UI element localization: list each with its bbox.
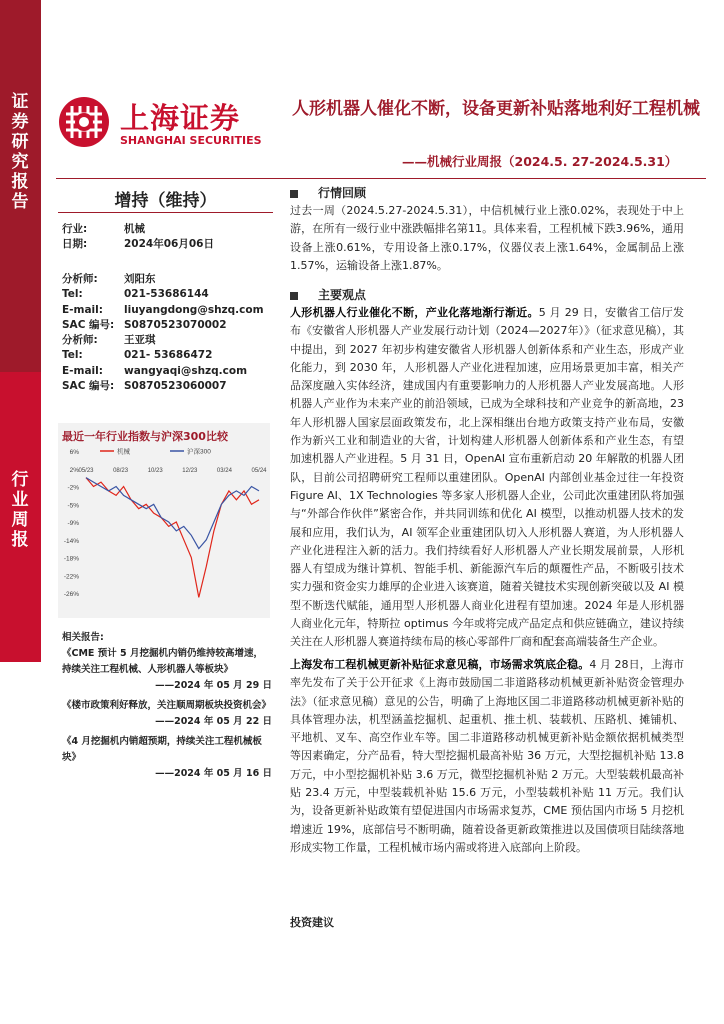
analyst-row: 分析师: 刘阳东 [62, 273, 156, 285]
related-item[interactable]: 《楼市政策利好释放，关注顺周期板块投资机会》 [62, 700, 272, 711]
robot-paragraph-body: 5 月 29 日，安徽省工信厅发布《安徽省人形机器人产业发展行动计划（2024—2027年）》（征求意见稿），其中提出，到 2027 年初步构建安徽省人形机器人创新体系和产业生态，形成产业化能力，到 2030 年，人形机器人产业化进程加速，应用场景更加丰富，相关产品深度融入实体经济，建成国内有重要影响力的人形机器人产业发展高地。人形机器人产业作为未来产业的前沿领域，已成为全球科技和产业竞争的新高地，23年人形机器人国家层面政策发布，北上深相继出台地方政策支持产业布局，安徽作为新兴工业和制造业的大省，计划构建人形机器人创新体系和产业生态，有望加速机器人产业进程。5 月 31 日，OpenAI 宣布重新启动 20 年解散的机器人团队，目前公司招聘研究工程师以重建团队。OpenAI 内部创业基金过往一年投资 Figure AI、1X Technologies 等多家人形机器人企业，公司此次重建团队将加强与“外部合作伙伴”紧密合作，并共同训练和优化 AI 模型，以推动机器人技术的发展和应用，我们认为，AI 领军企业重建团队切入人形机器人赛道，为人形机器人产业化进程注入新的活力。我们持续看好人形机器人产业长期发展前景，人形机器人有望成为继计算机、智能手机、新能源汽车后的颠覆性产品，不断吸引技术实力强和资金实力雄厚的企业进入该赛道，随着关键技术实现创新突破以及 AI 模型不断迭代赋能，通用型人形机器人商业化进程有望加速。2024 年是人形机器人商业化元年，特斯拉 optimus 今年或将完成产品定点和供应链确立，建议持续关注在人形机器人赛道持续布局的核心零部件厂商和配套高端装备生产企业。 [290, 306, 684, 649]
analyst-row: Tel: 021-53686144 [62, 288, 209, 301]
related-item[interactable]: 《CME 预计 5 月挖掘机内销仍维持较高增速，持续关注工程机械、人形机器人等板块》 [62, 648, 263, 675]
related-date: ——2024 年 05 月 29 日 [155, 680, 272, 691]
chart-title: 最近一年行业指数与沪深300比较 [62, 430, 228, 443]
logo-name-en: SHANGHAI SECURITIES [120, 134, 262, 147]
company-logo [58, 96, 262, 152]
y-tick-label: -2% [67, 484, 79, 492]
bullet-square-icon [290, 190, 298, 198]
analyst-row: SAC 编号: S0870523060007 [62, 380, 227, 393]
legend-label: 沪深300 [187, 448, 211, 456]
rating-divider [58, 212, 273, 213]
related-date: ——2024 年 05 月 16 日 [155, 768, 272, 779]
info-row: 行业: 机械 [62, 223, 145, 235]
logo-name-cn: 上海证券 [120, 101, 241, 135]
analyst-row: E-mail: liuyangdong@shzq.com [62, 303, 264, 316]
analyst-row: 分析师: 王亚琪 [62, 334, 156, 347]
x-tick-label: 05/24 [251, 467, 267, 474]
left-sidebar [0, 0, 41, 1024]
y-tick-label: -22% [63, 573, 79, 581]
info-row: 日期: 2024年06月06日 [62, 238, 214, 250]
y-tick-label: -5% [67, 502, 79, 510]
robot-paragraph-lead: 人形机器人行业催化不断，产业化落地渐行渐近。 [290, 306, 539, 319]
y-tick-label: -9% [67, 520, 79, 527]
y-tick-label: -14% [63, 537, 79, 545]
related-reports [62, 630, 272, 786]
related-label: 相关报告: [62, 632, 104, 643]
machinery-paragraph-body: 4 月 28日，上海市率先发布了关于公开征求《上海市鼓励国二非道路移动机械更新补贴资金管理办法》（征求意见稿）意见的公告，明确了上海地区国二非道路移动机械更新补贴的具体管理办法，机型涵盖挖掘机、起重机、推土机、装载机、压路机、摊铺机、平地机、叉车、高空作业车等。国二非道路移动机械更新补贴金额依据机械类型等因素确定，分产品看，特大型挖掘机最高补贴 36 万元，大型挖掘机补贴 13.8 万元，中小型挖掘机补贴 3.6 万元，微型挖掘机补贴 2 万元。大型装载机最高补贴 23.4 万元，中型装载机补贴 15.6 万元，小型装载机补贴 11 万元。我们认为，设备更新补贴政策有望促进国内市场需求复苏，CME 预估国内市场 5 月挖机增速近 19%，底部信号不断明确，随着设备更新政策推进以及国债项目陆续落地形成实物工作量，工程机械市场内需或将进入底部向上阶段。 [290, 658, 684, 854]
section-views-heading: 主要观点 [290, 286, 366, 303]
y-tick-label: -26% [63, 591, 79, 598]
series-line [86, 478, 259, 598]
x-tick-label: 12/23 [182, 467, 198, 474]
legend-label: 机械 [117, 448, 130, 456]
machinery-paragraph [290, 656, 684, 857]
related-date: ——2024 年 05 月 22 日 [155, 716, 272, 727]
y-tick-label: 6% [69, 449, 79, 456]
x-tick-label: 08/23 [113, 467, 129, 474]
robot-paragraph [290, 304, 684, 652]
logo-emblem-icon [58, 96, 110, 148]
series-line [86, 478, 259, 549]
sidebar-weekly-label: 行 业 周 报 [11, 470, 30, 550]
x-tick-label: 10/23 [147, 467, 163, 474]
x-tick-label: 03/24 [216, 467, 232, 474]
bullet-square-icon [290, 292, 298, 300]
analyst-info [62, 272, 264, 394]
review-paragraph: 过去一周（2024.5.27-2024.5.31），中信机械行业上涨0.02%，表现处于中上游，在所有一级行业中涨跌幅排名第11。具体来看，工程机械下跌3.96%，通用设备上涨0.61%，专用设备上涨0.17%，仪器仪表上涨1.64%，金属制品上涨1.57%，运输设备上涨1.87%。 [290, 204, 684, 272]
analyst-row: Tel: 021- 53686472 [62, 349, 213, 362]
analyst-row: SAC 编号: S0870523070002 [62, 318, 227, 331]
machinery-paragraph-lead: 上海发布工程机械更新补贴征求意见稿，市场需求筑底企稳。 [290, 658, 590, 671]
index-comparison-chart [58, 423, 270, 618]
industry-info [62, 222, 214, 252]
y-tick-label: 2% [69, 466, 79, 474]
header-divider [56, 178, 706, 179]
rating: 增持（维持） [114, 191, 217, 211]
chart-plot [58, 443, 270, 618]
section-review-heading: 行情回顾 [290, 184, 366, 201]
related-item[interactable]: 《4 月挖掘机内销超预期，持续关注工程机械板块》 [62, 736, 262, 763]
sidebar-report-type: 证 券 研 究 报 告 [11, 92, 30, 212]
invest-advice-heading: 投资建议 [290, 916, 334, 929]
x-tick-label: 05/23 [78, 467, 94, 474]
y-tick-label: -18% [63, 555, 79, 563]
report-subtitle: ——机械行业周报（2024.5. 27-2024.5.31） [402, 154, 678, 169]
report-title: 人形机器人催化不断，设备更新补贴落地利好工程机械 [292, 99, 700, 119]
analyst-row: E-mail: wangyaqi@shzq.com [62, 364, 248, 377]
